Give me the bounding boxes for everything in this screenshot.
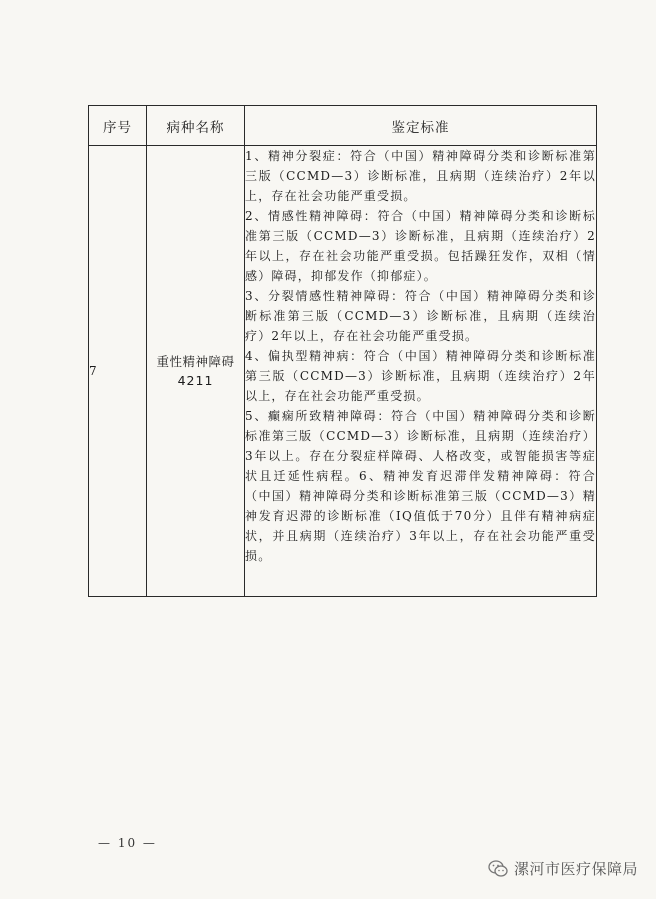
criterion-3: 3、分裂情感性精神障碍：符合（中国）精神障碍分类和诊断标准第三版（CCMD—3）诊断标准，且病期（连续治疗）2年以上，存在社会功能严重受损。 bbox=[245, 289, 596, 343]
header-criteria: 鉴定标准 bbox=[245, 106, 597, 146]
criterion-5-6: 5、癫痫所致精神障碍：符合（中国）精神障碍分类和诊断标准第三版（CCMD—3）诊断标准，且病期（连续治疗）3年以上。存在分裂症样障碍、人格改变，或智能损害等症状且迁延性病程。6、精神发育迟滞伴发精神障碍：符合（中国）精神障碍分类和诊断标准第三版（CCMD—3）精神发育迟滞的诊断标准（IQ值低于70分）且伴有精神病症状，并且病期（连续治疗）3年以上，存在社会功能严重受损。 bbox=[245, 409, 596, 563]
criterion-2: 2、情感性精神障碍：符合（中国）精神障碍分类和诊断标准第三版（CCMD—3）诊断标准，且病期（连续治疗）2年以上，存在社会功能严重受损。包括躁狂发作，双相（情感）障碍，抑郁发作（抑郁症）。 bbox=[245, 209, 596, 283]
wechat-logo-icon bbox=[488, 860, 508, 878]
row-disease bbox=[147, 146, 245, 597]
criterion-4: 4、偏执型精神病：符合（中国）精神障碍分类和诊断标准第三版（CCMD—3）诊断标准，且病期（连续治疗）2年以上，存在社会功能严重受损。 bbox=[245, 349, 596, 403]
header-seq: 序号 bbox=[89, 106, 147, 146]
disease-name: 重性精神障碍 bbox=[156, 354, 235, 369]
criterion-1: 1、精神分裂症：符合（中国）精神障碍分类和诊断标准第三版（CCMD—3）诊断标准，且病期（连续治疗）2年以上，存在社会功能严重受损。 bbox=[245, 149, 596, 203]
header-disease-name: 病种名称 bbox=[147, 106, 245, 146]
table-row bbox=[89, 146, 597, 597]
table-header-row bbox=[89, 106, 597, 146]
disease-code: 4211 bbox=[177, 373, 214, 388]
watermark-text: 漯河市医疗保障局 bbox=[513, 860, 638, 878]
disease-criteria-table bbox=[88, 105, 597, 597]
row-criteria bbox=[245, 146, 597, 597]
row-seq: 7 bbox=[89, 146, 147, 597]
source-watermark bbox=[488, 858, 638, 879]
page-number: — 10 — bbox=[98, 836, 157, 850]
